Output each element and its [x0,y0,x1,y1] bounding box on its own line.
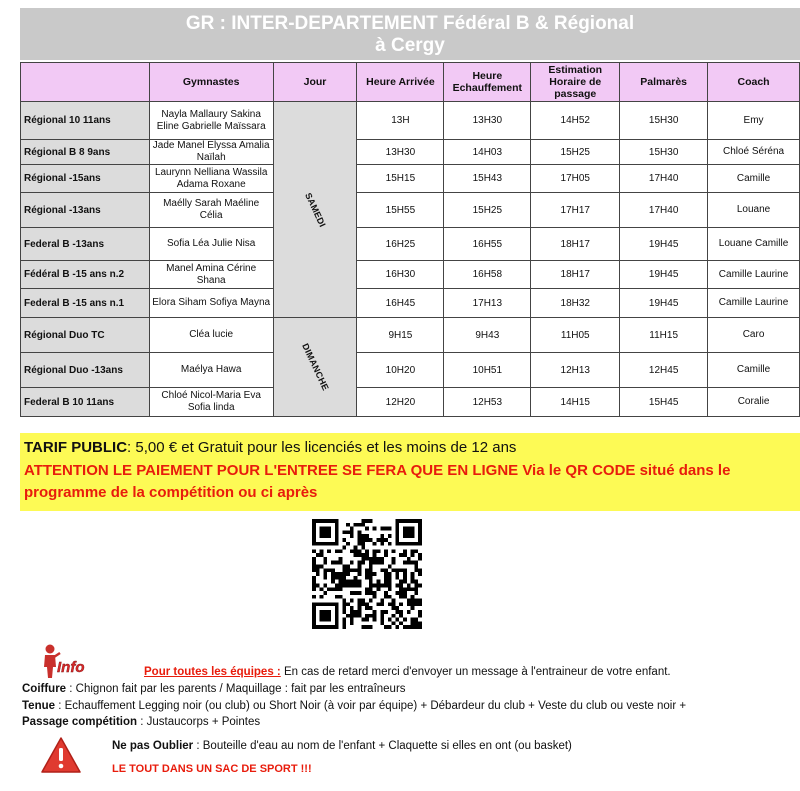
row-estimation: 14H52 [531,102,620,140]
row-echauffement: 17H13 [444,289,531,318]
day-samedi-label: SAMEDI [302,190,328,229]
info-person-icon [38,643,93,679]
table-row [21,388,800,417]
row-category: Régional 10 11ans [21,102,150,140]
row-gymnastes: Laurynn Nelliana Wassila Adama Roxane [149,165,273,193]
row-palmares: 19H45 [620,289,708,318]
row-category: Federal B 10 11ans [21,388,150,417]
row-echauffement: 14H03 [444,140,531,165]
passage-label: Passage compétition [22,716,138,728]
row-estimation: 14H15 [531,388,620,417]
info-equipes [144,666,671,678]
passage-text: : Justaucorps + Pointes [137,716,261,728]
tarif-banner [20,433,800,511]
row-gymnastes: Cléa lucie [149,318,273,353]
row-coach: Louane Camille [708,228,800,261]
row-gymnastes: Maélya Hawa [149,353,273,388]
row-coach: Camille Laurine [708,289,800,318]
table-row [21,102,800,140]
header-coach: Coach [708,63,800,102]
row-estimation: 11H05 [531,318,620,353]
row-arrivee: 12H20 [357,388,444,417]
header-estimation: Estimation Horaire de passage [531,63,620,102]
header-echauffement: Heure Echauffement [444,63,531,102]
row-coach: Camille [708,165,800,193]
row-coach: Emy [708,102,800,140]
tarif-label: TARIF PUBLIC [24,439,128,456]
row-arrivee: 16H25 [357,228,444,261]
row-estimation: 18H17 [531,228,620,261]
tarif-line [24,439,796,456]
table-row [21,261,800,289]
row-palmares: 12H45 [620,353,708,388]
table-row [21,353,800,388]
row-echauffement: 13H30 [444,102,531,140]
table-row [21,289,800,318]
row-echauffement: 15H25 [444,193,531,228]
row-category: Federal B -15 ans n.1 [21,289,150,318]
row-coach: Camille [708,353,800,388]
row-palmares: 11H15 [620,318,708,353]
row-echauffement: 10H51 [444,353,531,388]
row-arrivee: 15H15 [357,165,444,193]
day-dimanche [273,318,357,417]
row-echauffement: 9H43 [444,318,531,353]
row-category: Régional Duo TC [21,318,150,353]
header-arrivee: Heure Arrivée [357,63,444,102]
table-header-row [21,63,800,102]
row-palmares: 15H30 [620,102,708,140]
row-coach: Coralie [708,388,800,417]
tenue-text: : Echauffement Legging noir (ou club) ou Short Noir (à voir par équipe) + Débardeur du club + Veste du club ou veste noir + [55,700,687,712]
row-arrivee: 9H15 [357,318,444,353]
info-passage [22,716,260,728]
day-samedi [273,102,357,318]
row-estimation: 17H17 [531,193,620,228]
header-gymnastes: Gymnastes [149,63,273,102]
row-category: Régional -13ans [21,193,150,228]
row-palmares: 17H40 [620,193,708,228]
table-row [21,193,800,228]
row-palmares: 19H45 [620,261,708,289]
row-gymnastes: Manel Amina Cérine Shana [149,261,273,289]
row-echauffement: 16H58 [444,261,531,289]
row-estimation: 18H17 [531,261,620,289]
row-arrivee: 10H20 [357,353,444,388]
row-estimation: 15H25 [531,140,620,165]
row-category: Régional -15ans [21,165,150,193]
row-arrivee: 13H30 [357,140,444,165]
row-category: Fédéral B -15 ans n.2 [21,261,150,289]
row-category: Federal B -13ans [21,228,150,261]
row-coach: Camille Laurine [708,261,800,289]
row-arrivee: 16H30 [357,261,444,289]
row-estimation: 18H32 [531,289,620,318]
schedule-table [20,62,800,417]
coiffure-text: : Chignon fait par les parents / Maquillage : fait par les entraîneurs [66,683,406,695]
row-echauffement: 15H43 [444,165,531,193]
title-line-1: GR : INTER-DEPARTEMENT Fédéral B & Régional [185,13,635,34]
title-line-2: à Cergy [375,35,445,56]
row-arrivee: 15H55 [357,193,444,228]
row-estimation: 17H05 [531,165,620,193]
row-echauffement: 16H55 [444,228,531,261]
row-category: Régional Duo -13ans [21,353,150,388]
coiffure-label: Coiffure [22,683,67,695]
row-palmares: 15H30 [620,140,708,165]
row-palmares: 17H40 [620,165,708,193]
row-gymnastes: Nayla Mallaury Sakina Eline Gabrielle Maïssara [149,102,273,140]
table-row [21,140,800,165]
row-gymnastes: Chloé Nicol-Maria Eva Sofia linda [149,388,273,417]
row-coach: Louane [708,193,800,228]
header-jour: Jour [273,63,357,102]
table-row [21,228,800,261]
qr-code[interactable] [312,519,422,629]
row-estimation: 12H13 [531,353,620,388]
row-arrivee: 16H45 [357,289,444,318]
page-title [20,8,800,60]
info-logo-text: Info [57,659,85,676]
info-tenue [22,700,686,712]
equipes-label: Pour toutes les équipes : [144,666,281,678]
table-row [21,318,800,353]
row-gymnastes: Maélly Sarah Maéline Célia [149,193,273,228]
info-coiffure [22,683,406,695]
header-palmares: Palmarès [620,63,708,102]
table-row [21,165,800,193]
info-oublier [112,740,572,752]
row-arrivee: 13H [357,102,444,140]
header-category [21,63,150,102]
row-palmares: 19H45 [620,228,708,261]
row-gymnastes: Sofia Léa Julie Nisa [149,228,273,261]
row-category: Régional B 8 9ans [21,140,150,165]
payment-warning: ATTENTION LE PAIEMENT POUR L'ENTREE SE FERA QUE EN LIGNE Via le QR CODE situé dans le programme de la compétition ou ci après [24,462,731,501]
tenue-label: Tenue [22,700,56,712]
row-palmares: 15H45 [620,388,708,417]
oublier-label: Ne pas Oublier [112,740,194,752]
row-echauffement: 12H53 [444,388,531,417]
row-coach: Caro [708,318,800,353]
tarif-text: : 5,00 € et Gratuit pour les licenciés et les moins de 12 ans [127,439,517,456]
sac-de-sport-note: LE TOUT DANS UN SAC DE SPORT !!! [112,763,312,775]
row-gymnastes: Elora Siham Sofiya Mayna [149,289,273,318]
day-dimanche-label: DIMANCHE [299,341,331,393]
row-gymnastes: Jade Manel Elyssa Amalia Naïlah [149,140,273,165]
row-coach: Chloé Séréna [708,140,800,165]
equipes-text: En cas de retard merci d'envoyer un message à l'entraineur de votre enfant. [280,666,671,678]
oublier-text: : Bouteille d'eau au nom de l'enfant + Claquette si elles en ont (ou basket) [193,740,572,752]
warning-icon [40,735,82,775]
